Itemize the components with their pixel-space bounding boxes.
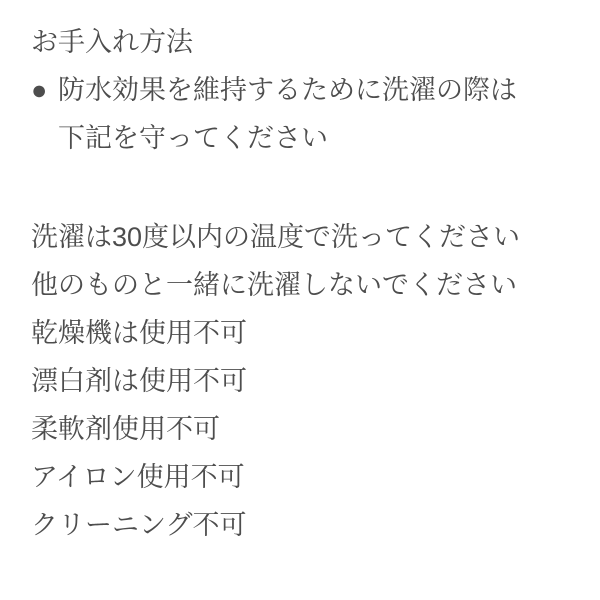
instruction-item: アイロン使用不可 [31, 462, 245, 492]
instruction-item: 洗濯は30度以内の温度で洗ってください [31, 222, 521, 252]
instruction-item: クリーニング不可 [31, 510, 247, 540]
section-title: お手入れ方法 [31, 27, 193, 57]
bullet-icon: ● [31, 75, 48, 105]
note-text-1: 防水効果を維持するために洗濯の際は [58, 75, 517, 105]
note-line-2: 下記を守ってください [58, 123, 328, 153]
instruction-item: 柔軟剤使用不可 [31, 414, 220, 444]
instruction-list [31, 213, 580, 549]
heading-block [31, 18, 580, 162]
instruction-item: 乾燥機は使用不可 [31, 318, 247, 348]
instruction-item: 他のものと一緒に洗濯しないでください [31, 270, 517, 300]
note-line-1 [31, 66, 580, 114]
instruction-item: 漂白剤は使用不可 [31, 366, 247, 396]
